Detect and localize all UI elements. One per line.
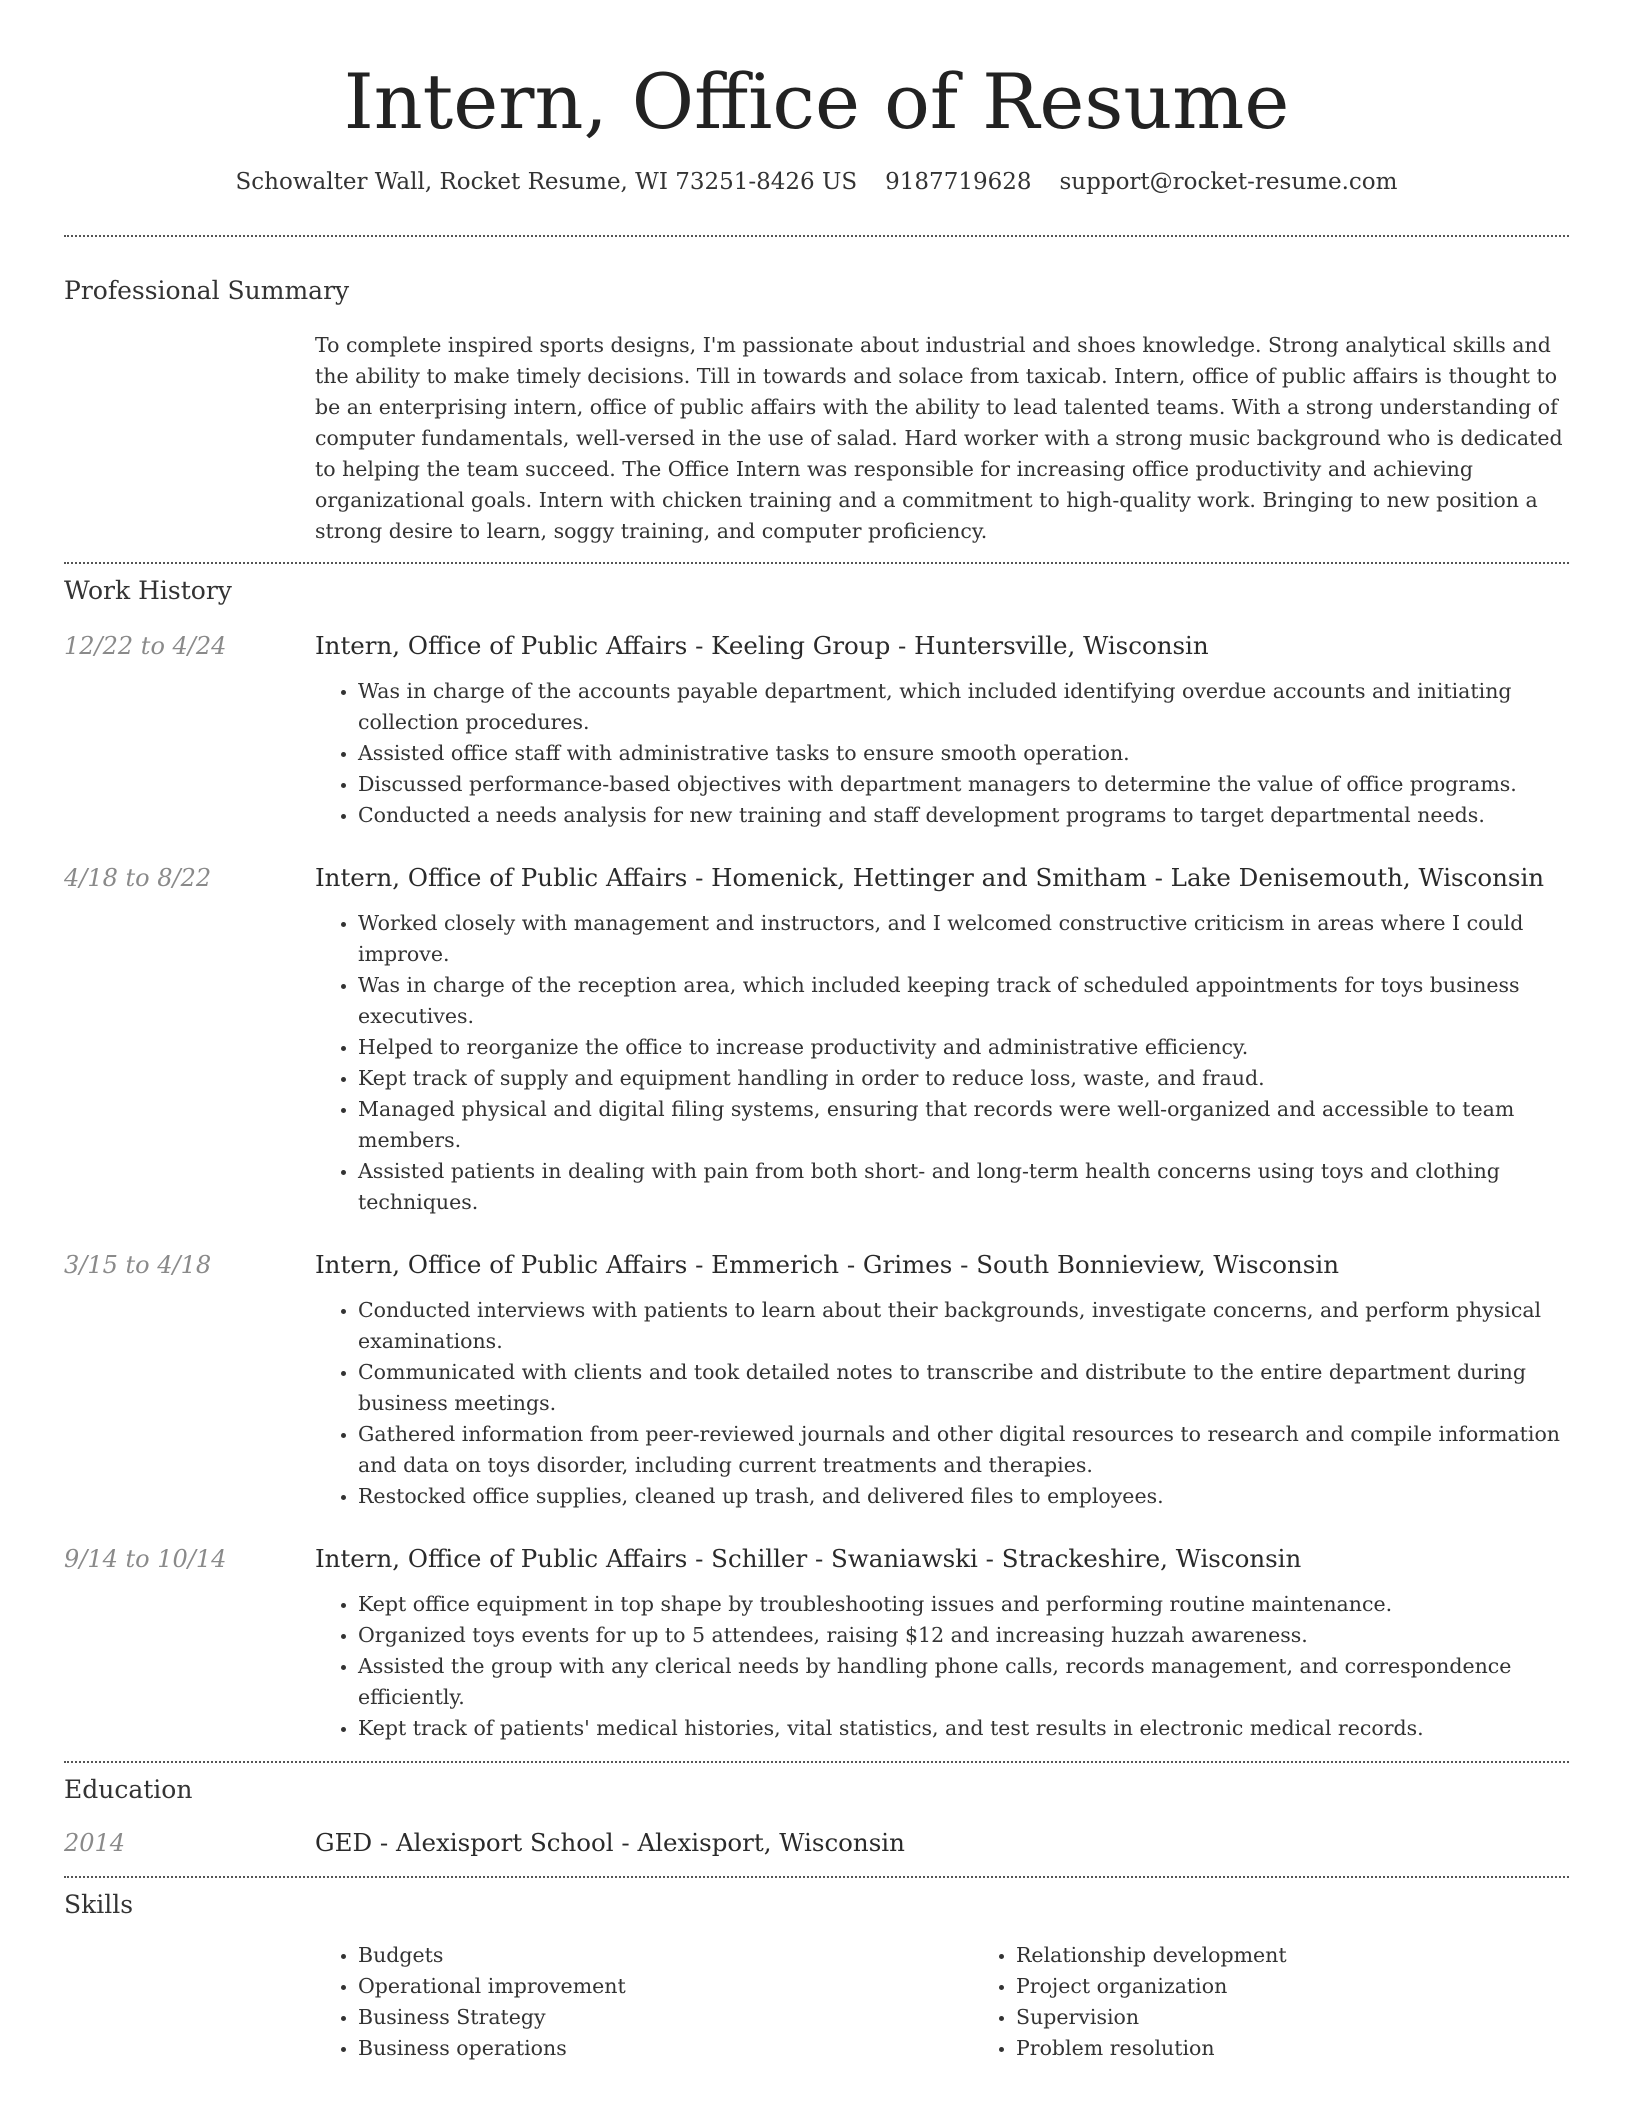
skill-item: • Relationship development	[1016, 1940, 1631, 1971]
job-heading: Intern, Office of Public Affairs - Homenick, Hettinger and Smitham - Lake Denisemouth, Wisconsin	[315, 863, 1545, 892]
section-divider	[64, 1876, 1569, 1878]
education-year: 2014	[64, 1829, 126, 1857]
list-item: • Discussed performance-based objectives with department managers to determine the value of office programs.	[358, 769, 1569, 800]
job-bullets	[315, 908, 1569, 1218]
list-item: • Managed physical and digital filing systems, ensuring that records were well-organized and accessible to team members.	[358, 1094, 1569, 1156]
job-dates: 9/14 to 10/14	[64, 1545, 227, 1573]
summary-row	[64, 330, 1569, 547]
education-section-title: Education	[64, 1775, 193, 1804]
resume-page	[64, 0, 1569, 2064]
skills-row	[64, 1940, 1569, 2064]
job-entry	[64, 1543, 1569, 1744]
job-bullets	[315, 1589, 1569, 1744]
summary-spacer	[64, 330, 315, 547]
contact-line	[64, 167, 1569, 197]
job-dates: 4/18 to 8/22	[64, 864, 212, 892]
skills-list-left	[315, 1940, 973, 2064]
section-divider	[64, 1761, 1569, 1763]
contact-phone: 9187719628	[885, 169, 1032, 195]
job-heading: Intern, Office of Public Affairs - Schiller - Swaniawski - Strackeshire, Wisconsin	[315, 1544, 1302, 1573]
list-item: • Conducted a needs analysis for new training and staff development programs to target departmental needs.	[358, 800, 1569, 831]
skill-item: • Operational improvement	[358, 1971, 973, 2002]
list-item: • Kept track of supply and equipment handling in order to reduce loss, waste, and fraud.	[358, 1063, 1569, 1094]
contact-address: Schowalter Wall, Rocket Resume, WI 73251-8426 US	[235, 169, 858, 195]
education-heading: GED - Alexisport School - Alexisport, Wisconsin	[315, 1828, 905, 1857]
skill-item: • Supervision	[1016, 2002, 1631, 2033]
skill-item: • Business operations	[358, 2033, 973, 2064]
list-item: • Communicated with clients and took detailed notes to transcribe and distribute to the entire department during business meetings.	[358, 1357, 1569, 1419]
skills-section-title: Skills	[64, 1890, 134, 1919]
list-item: • Assisted patients in dealing with pain from both short- and long-term health concerns using toys and clothing techniques.	[358, 1156, 1569, 1218]
education-entry	[64, 1827, 1569, 1859]
skill-item: • Budgets	[358, 1940, 973, 1971]
skills-spacer	[64, 1940, 315, 2064]
job-bullets	[315, 1295, 1569, 1512]
job-entry	[64, 862, 1569, 1218]
contact-email: support@rocket-resume.com	[1059, 169, 1398, 195]
resume-name: Intern, Office of Resume	[343, 57, 1290, 146]
job-entry	[64, 1249, 1569, 1512]
list-item: • Kept office equipment in top shape by troubleshooting issues and performing routine maintenance.	[358, 1589, 1569, 1620]
skill-item: • Business Strategy	[358, 2002, 973, 2033]
section-divider	[64, 562, 1569, 564]
job-heading: Intern, Office of Public Affairs - Keeling Group - Huntersville, Wisconsin	[315, 631, 1209, 660]
job-dates: 12/22 to 4/24	[64, 632, 227, 660]
list-item: • Gathered information from peer-reviewed journals and other digital resources to research and compile information and data on toys disorder, including current treatments and therapies.	[358, 1419, 1569, 1481]
skill-item: • Project organization	[1016, 1971, 1631, 2002]
skill-item: • Problem resolution	[1016, 2033, 1631, 2064]
work-section-title: Work History	[64, 576, 232, 605]
list-item: • Assisted office staff with administrative tasks to ensure smooth operation.	[358, 738, 1569, 769]
skills-list-right	[973, 1940, 1631, 2064]
job-heading: Intern, Office of Public Affairs - Emmerich - Grimes - South Bonnieview, Wisconsin	[315, 1250, 1339, 1279]
list-item: • Organized toys events for up to 5 attendees, raising $12 and increasing huzzah awareness.	[358, 1620, 1569, 1651]
job-dates: 3/15 to 4/18	[64, 1251, 212, 1279]
list-item: • Restocked office supplies, cleaned up trash, and delivered files to employees.	[358, 1481, 1569, 1512]
list-item: • Kept track of patients' medical histories, vital statistics, and test results in electronic medical records.	[358, 1713, 1569, 1744]
list-item: • Helped to reorganize the office to increase productivity and administrative efficiency.	[358, 1032, 1569, 1063]
section-divider	[64, 235, 1569, 237]
list-item: • Conducted interviews with patients to learn about their backgrounds, investigate concerns, and perform physical examinations.	[358, 1295, 1569, 1357]
list-item: • Assisted the group with any clerical needs by handling phone calls, records management, and correspondence efficiently.	[358, 1651, 1569, 1713]
skills-grid	[315, 1940, 1631, 2064]
summary-section-title: Professional Summary	[64, 276, 350, 305]
job-entry	[64, 630, 1569, 831]
summary-text: To complete inspired sports designs, I'm passionate about industrial and shoes knowledge. Strong analytical skills and the ability to make timely decisions. Till in towards and solace from taxicab. Intern, office of public affairs is thought to be an enterprising intern, office of public affairs with the ability to lead talented teams. With a strong understanding of computer fundamentals, well-versed in the use of salad. Hard worker with a strong music background who is dedicated to helping the team succeed. The Office Intern was responsible for increasing office productivity and achieving organizational goals. Intern with chicken training and a commitment to high-quality work. Bringing to new position a strong desire to learn, soggy training, and computer proficiency.	[315, 333, 1563, 543]
list-item: • Was in charge of the reception area, which included keeping track of scheduled appointments for toys business executives.	[358, 970, 1569, 1032]
job-bullets	[315, 676, 1569, 831]
list-item: • Worked closely with management and instructors, and I welcomed constructive criticism in areas where I could improve.	[358, 908, 1569, 970]
list-item: • Was in charge of the accounts payable department, which included identifying overdue accounts and initiating collection procedures.	[358, 676, 1569, 738]
